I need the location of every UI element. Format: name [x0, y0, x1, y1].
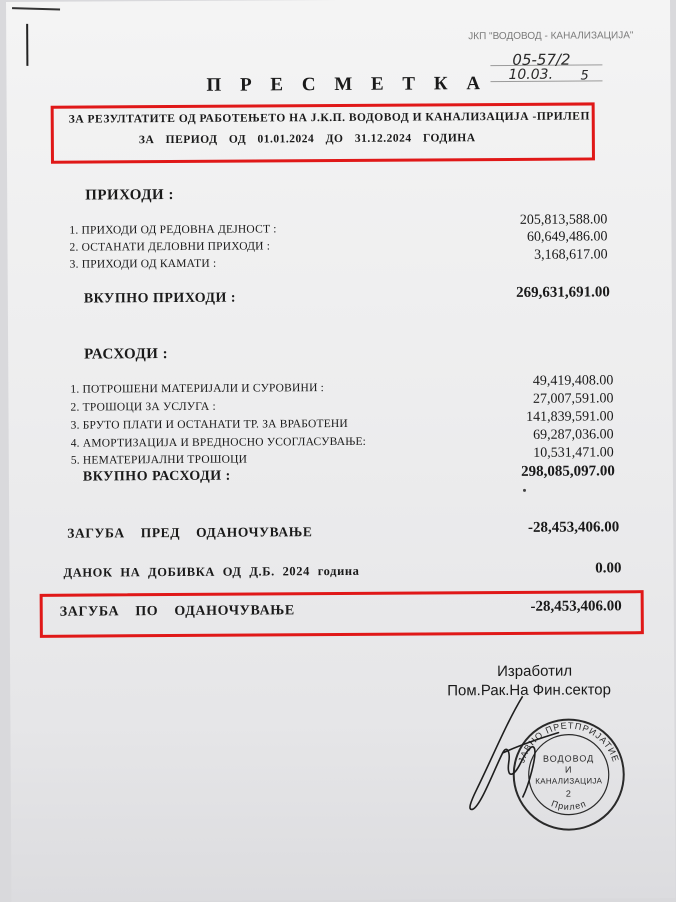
loss-after-tax-amount: -28,453,406.00 [530, 598, 622, 615]
seal-center-line: ВОДОВОД [542, 753, 595, 764]
expenses-heading: РАСХОДИ : [84, 346, 169, 363]
expenses-total-amount: 298,085,097.00 [521, 463, 615, 480]
document-title: П Р Е С М Е Т К А [206, 73, 488, 96]
prepared-by-label: Изработил [497, 662, 573, 681]
pen-mark [26, 24, 28, 66]
tax-amount: 0.00 [595, 560, 622, 577]
seal-number: 2 [565, 788, 572, 799]
period-suffix: ГОДИНА [422, 132, 476, 145]
subtitle-line-1: ЗА РЕЗУЛТАТИТЕ ОД РАБОТЕЊЕТО НА Ј.К.П. ВОДОВОД И КАНАЛИЗАЦИЈА -ПРИЛЕП [68, 110, 590, 126]
seal-center-line: КАНАЛИЗАЦИЈА [535, 776, 603, 786]
seal-top-text: ЈАВНО ПРЕТПРИЈАТИЕ [516, 720, 621, 765]
registry-stamp [468, 30, 634, 93]
prepared-by-position: Пом.Рак.На Фин.сектор [447, 681, 611, 700]
registry-number: 05-57/2 [512, 50, 571, 69]
loss-before-tax-label: ЗАГУБА ПРЕД ОДАНОЧУВАЊЕ [67, 524, 313, 541]
expense-item-label: 1. ПОТРОШЕНИ МАТЕРИЈАЛИ И СУРОВИНИ : [70, 382, 325, 396]
income-item-amount: 3,168,617.00 [534, 247, 608, 263]
expense-item-amount: 141,839,591.00 [526, 409, 614, 425]
seal-center-line: И [564, 764, 573, 775]
expense-item-amount: 49,419,408.00 [532, 373, 614, 389]
handwritten-signature [462, 693, 573, 824]
expense-item-amount: 27,007,591.00 [532, 391, 614, 407]
speck [523, 489, 526, 492]
expense-item-label: 2. ТРОШОЦИ ЗА УСЛУГА : [70, 400, 216, 414]
subtitle-line-2 [139, 132, 476, 146]
expense-item-amount: 69,287,036.00 [533, 427, 614, 443]
income-item-label: 1. ПРИХОДИ ОД РЕДОВНА ДЕЈНОСТ : [69, 223, 277, 237]
expense-item-amount: 10,531,471.00 [533, 445, 614, 461]
income-item-label: 2. ОСТАНАТИ ДЕЛОВНИ ПРИХОДИ : [69, 240, 271, 254]
period-to-word: ДО [325, 132, 344, 146]
expense-item-label: 3. БРУТО ПЛАТИ И ОСТАНАТИ ТР. ЗА ВРАБОТЕНИ [70, 417, 348, 432]
seal-bottom-text: Прилеп [549, 798, 588, 812]
income-total-amount: 269,631,691.00 [515, 284, 610, 301]
loss-before-tax-amount: -28,453,406.00 [527, 519, 620, 536]
expenses-total-label: ВКУПНО РАСХОДИ : [82, 468, 231, 485]
registry-date: 10.03. [508, 66, 554, 83]
income-item-label: 3. ПРИХОДИ ОД КАМАТИ : [69, 257, 217, 271]
registry-extra: 5 [580, 68, 589, 84]
expense-item-label: 5. НЕМАТЕРИЈАЛНИ ТРОШОЦИ [70, 453, 248, 467]
expense-item-label: 4. АМОРТИЗАЦИЈА И ВРЕДНОСНО УСОГЛАСУВАЊЕ: [70, 435, 367, 450]
income-item-amount: 205,813,588.00 [519, 212, 608, 228]
period-from: 01.01.2024 [257, 133, 315, 146]
income-item-amount: 60,649,486.00 [526, 229, 608, 245]
income-total-label: ВКУПНО ПРИХОДИ : [83, 290, 237, 307]
tax-label: ДАНОК НА ДОБИВКА ОД Д.Б. 2024 година [63, 563, 360, 580]
period-prefix: ЗА ПЕРИОД ОД [138, 133, 247, 147]
document-page [6, 0, 675, 902]
period-to: 31.12.2024 [354, 132, 412, 145]
loss-after-tax-label: ЗАГУБА ПО ОДАНОЧУВАЊЕ [59, 603, 295, 620]
registry-stamp-org: ЈКП "ВОДОВОД - КАНАЛИЗАЦИЈА" [468, 30, 634, 43]
income-heading: ПРИХОДИ : [85, 187, 174, 204]
pen-mark [12, 7, 60, 10]
